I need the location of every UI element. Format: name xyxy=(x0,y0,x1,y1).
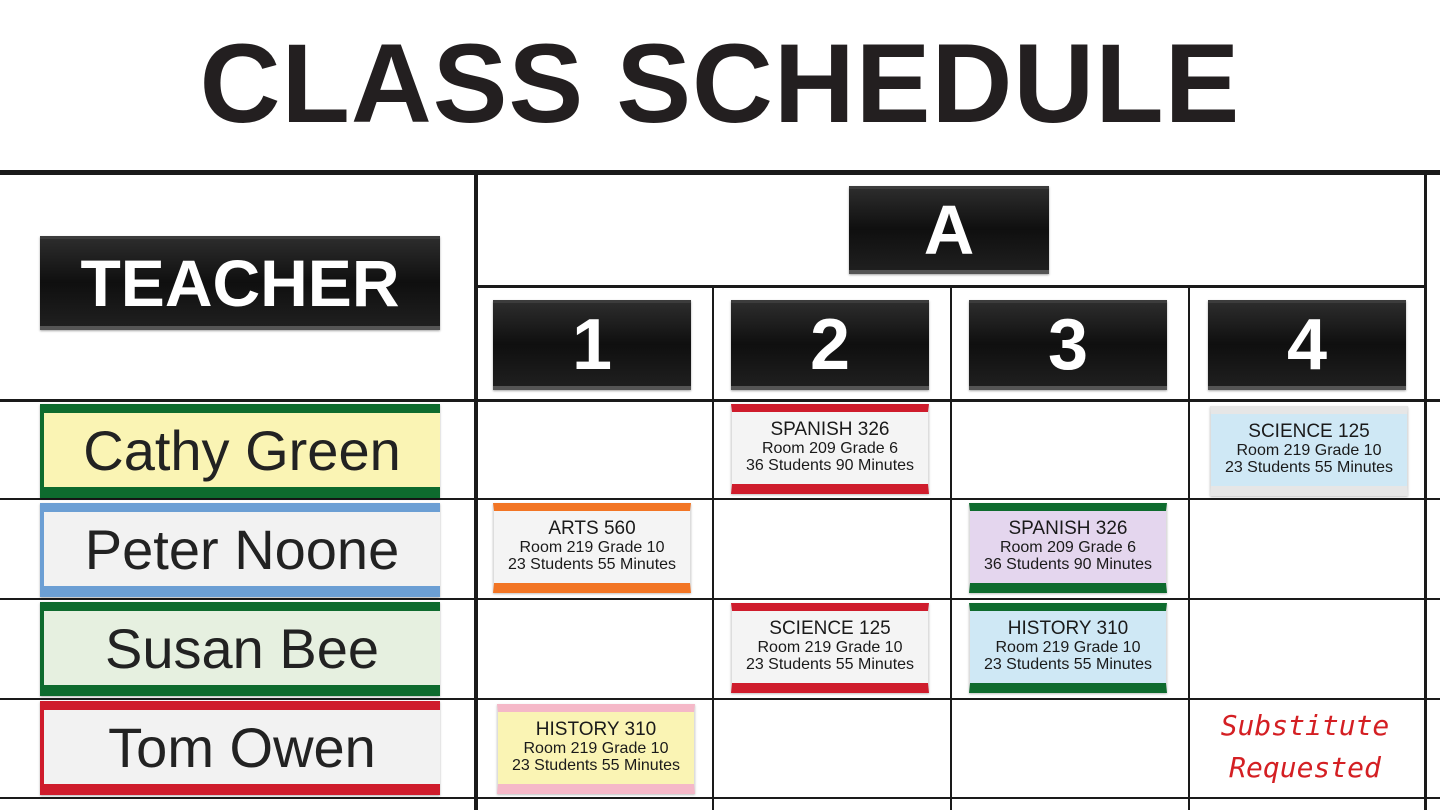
class-students-minutes: 36 Students 90 Minutes xyxy=(983,556,1153,573)
class-card[interactable] xyxy=(731,603,929,693)
teacher-name-plate[interactable] xyxy=(40,503,440,597)
grid-line xyxy=(0,797,1440,799)
grid-line xyxy=(0,698,1440,700)
grid-line xyxy=(0,498,1440,500)
class-students-minutes: 36 Students 90 Minutes xyxy=(745,457,915,474)
class-students-minutes: 23 Students 55 Minutes xyxy=(983,656,1153,673)
section-header-label: A xyxy=(923,190,975,269)
period-header-label: 4 xyxy=(1286,304,1328,385)
teacher-header-plate xyxy=(40,236,440,330)
grid-line xyxy=(0,170,1440,175)
teacher-name-plate[interactable] xyxy=(40,701,440,795)
grid-line xyxy=(0,598,1440,600)
class-title: HISTORY 310 xyxy=(535,719,657,740)
teacher-name-plate[interactable] xyxy=(40,602,440,696)
teacher-name-plate[interactable] xyxy=(40,404,440,498)
class-room-grade: Room 209 Grade 6 xyxy=(761,440,899,457)
class-room-grade: Room 219 Grade 10 xyxy=(995,639,1141,656)
grid-line xyxy=(474,170,478,810)
period-header-plate xyxy=(969,300,1167,390)
period-header-plate xyxy=(731,300,929,390)
class-students-minutes: 23 Students 55 Minutes xyxy=(507,556,677,573)
class-title: ARTS 560 xyxy=(548,518,636,539)
class-card[interactable] xyxy=(497,704,695,794)
class-students-minutes: 23 Students 55 Minutes xyxy=(1224,459,1394,476)
teacher-name: Peter Noone xyxy=(84,517,400,581)
class-card[interactable] xyxy=(969,503,1167,593)
class-room-grade: Room 219 Grade 10 xyxy=(757,639,903,656)
class-room-grade: Room 209 Grade 6 xyxy=(999,539,1137,556)
period-header-plate xyxy=(493,300,691,390)
class-title: SPANISH 326 xyxy=(1008,518,1128,539)
class-room-grade: Room 219 Grade 10 xyxy=(519,539,665,556)
teacher-name: Tom Owen xyxy=(108,715,376,779)
grid-line xyxy=(1424,170,1427,810)
substitute-note-line: Requested xyxy=(1229,751,1381,784)
period-header-label: 3 xyxy=(1047,304,1089,385)
class-students-minutes: 23 Students 55 Minutes xyxy=(511,757,681,774)
class-title: HISTORY 310 xyxy=(1007,618,1129,639)
grid-line xyxy=(1188,287,1190,810)
class-title: SPANISH 326 xyxy=(770,419,890,440)
class-card[interactable] xyxy=(969,603,1167,693)
class-card[interactable] xyxy=(1210,406,1408,496)
grid-line xyxy=(950,287,952,810)
grid-line xyxy=(712,287,714,810)
teacher-header-label: TEACHER xyxy=(80,245,400,320)
period-header-label: 2 xyxy=(809,304,851,385)
class-title: SCIENCE 125 xyxy=(1248,421,1370,442)
period-header-label: 1 xyxy=(571,304,613,385)
substitute-note xyxy=(1212,705,1398,789)
class-card[interactable] xyxy=(493,503,691,593)
class-room-grade: Room 219 Grade 10 xyxy=(523,740,669,757)
class-room-grade: Room 219 Grade 10 xyxy=(1236,442,1382,459)
section-header-plate xyxy=(849,186,1049,274)
page-title: CLASS SCHEDULE xyxy=(199,21,1241,146)
class-title: SCIENCE 125 xyxy=(769,618,891,639)
class-students-minutes: 23 Students 55 Minutes xyxy=(745,656,915,673)
teacher-name: Susan Bee xyxy=(105,616,379,680)
substitute-note-line: Substitute xyxy=(1220,709,1390,742)
grid-line xyxy=(0,399,1440,402)
class-card[interactable] xyxy=(731,404,929,494)
teacher-name: Cathy Green xyxy=(83,418,401,482)
period-header-plate xyxy=(1208,300,1406,390)
